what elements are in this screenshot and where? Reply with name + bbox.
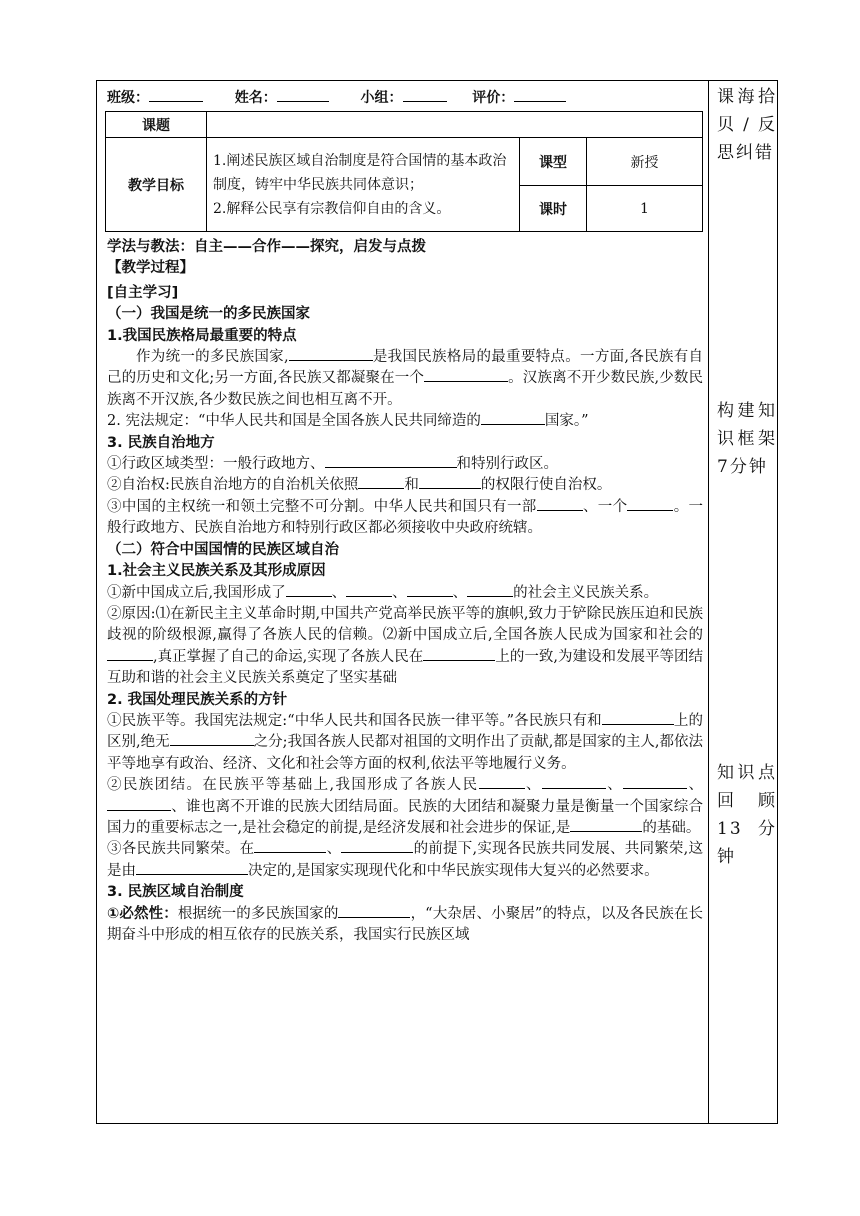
- p4-b: 的社会主义民族关系。: [513, 584, 659, 601]
- blank-9[interactable]: [286, 584, 332, 597]
- blank-21[interactable]: [570, 819, 642, 832]
- blank-14[interactable]: [423, 648, 495, 661]
- paragraph-2: [107, 411, 703, 432]
- blank-4[interactable]: [325, 455, 457, 468]
- side-framework: 构建知识框架7分钟: [717, 401, 777, 477]
- p3-2a: ②自治权:民族自治地方的自治机关依照: [107, 477, 359, 494]
- blank-25[interactable]: [338, 905, 410, 918]
- section-2-2-heading: 2. 我国处理民族关系的方针: [107, 691, 288, 708]
- p9-label: ①必然性：: [107, 905, 178, 922]
- blank-10[interactable]: [346, 584, 392, 597]
- name-label: 姓名：: [234, 90, 277, 106]
- blank-20[interactable]: [107, 798, 171, 811]
- p9-b: ，“大杂居、小聚居”的特点，以及各民族在长期奋斗中形成的相互依存的民族关系，我国实行民族区域: [107, 905, 704, 943]
- topic-label: 课题: [106, 112, 207, 138]
- p7-a: ②民族团结。在民族平等基础上,我国形成了各族人民: [107, 777, 479, 794]
- section-1-1-heading: 1.我国民族格局最重要的特点: [107, 327, 297, 344]
- paragraph-5: [107, 604, 703, 690]
- p5-c: 上的一致,为建设和发展平等团结互助和谐的社会主义民族关系奠定了坚实基础: [107, 648, 704, 687]
- p2-b: 国家。”: [544, 413, 589, 430]
- blank-18[interactable]: [542, 776, 606, 789]
- section-1-3-heading: 3. 民族自治地方: [107, 434, 215, 451]
- p8-c: 的前提下,实现各民族共同发展、共同繁荣,这是由: [107, 841, 704, 879]
- blank-11[interactable]: [407, 584, 453, 597]
- section-2-1-heading: 1.社会主义民族关系及其形成原因: [107, 563, 326, 580]
- p7-c: 的基础。: [642, 819, 701, 836]
- paragraph-9: [107, 904, 703, 947]
- p3-1a: ①行政区域类型：一般行政地方、: [107, 456, 325, 473]
- p6-c: 上的区别,绝无: [107, 712, 703, 751]
- objective-2: 2.解释公民享有宗教信仰自由的含义。: [213, 200, 451, 217]
- p5-b: ,真正掌握了自己的命运,实现了各族人民在: [153, 648, 424, 665]
- p6-d: 之分;我国各族人民都对祖国的文明作出了贡献,都是国家的主人,都依法平等地享有政治、经济、文化和社会等方面的权利,依法平等地履行义务。: [107, 734, 704, 772]
- p3-2c: 的权限行使自治权。: [480, 477, 612, 494]
- hours-label: 课时: [520, 186, 587, 232]
- p1-b: 是我国民族格局的最重要特点。一方面,各民族有自己的历史和文化;另一方面,各民族又都凝聚在一个: [107, 349, 704, 387]
- method-line: 学法与教法：自主——合作——探究，启发与点拨: [107, 239, 426, 255]
- paragraph-6: [107, 711, 703, 775]
- paragraph-7: ②民族团结。在民族平等基础上,我国形成了各族人民 、 、 、、谁也离不开谁的民族大团结局面。民族的大团结和凝聚力量是衡量一个国家综合国力的重要标志之一,是社会稳定的前提,是经济发展和社会进步的保证,是 的基础。: [107, 777, 704, 836]
- main-column: [97, 81, 709, 1123]
- lesson-info-table: [105, 111, 703, 232]
- p9-a: 根据统一的多民族国家的: [177, 905, 339, 922]
- section-1-heading: （一）我国是统一的多民族国家: [107, 306, 310, 323]
- paragraph-8: [107, 839, 703, 882]
- type-label: 课型: [520, 138, 587, 186]
- blank-19[interactable]: [623, 776, 687, 789]
- blank-24[interactable]: [136, 862, 248, 875]
- p1-a: 作为统一的多民族国家,: [136, 349, 289, 366]
- blank-8[interactable]: [627, 498, 673, 511]
- side-review: 知识点回顾13分钟: [717, 763, 777, 867]
- paragraph-4: ①新中国成立后,我国形成了 、 、 、 的社会主义民族关系。: [107, 584, 659, 601]
- eval-blank[interactable]: [514, 87, 566, 102]
- objective-1: 1.阐述民族区域自治制度是符合国情的基本政治制度，铸牢中华民族共同体意识；: [213, 152, 507, 193]
- blank-15[interactable]: [602, 712, 674, 725]
- p3-2b: 和: [404, 477, 419, 494]
- topic-value[interactable]: [207, 112, 703, 138]
- class-label: 班级：: [107, 90, 149, 106]
- p3-3a: ③中国的主权统一和领土完整不可分割。中华人民共和国只有一部: [107, 498, 537, 515]
- blank-23[interactable]: [341, 840, 413, 853]
- p2-a: 2. 宪法规定：“中华人民共和国是全国各族人民共同缔造的: [107, 413, 481, 430]
- type-value: 新授: [587, 138, 703, 186]
- blank-3[interactable]: [481, 412, 545, 425]
- group-label: 小组：: [360, 90, 403, 106]
- p6-a: ①民族平等。我国宪法规定:“中华人民共和国各民族一律平等。”各民族只有: [107, 712, 588, 729]
- objective-cell: [207, 138, 520, 232]
- p8-d: 决定的,是国家实现现代化和中华民族实现伟大复兴的必然要求。: [248, 862, 659, 879]
- worksheet-frame: [96, 80, 778, 1124]
- p8-a: ③各民族共同繁荣。在: [107, 841, 255, 858]
- blank-1[interactable]: [289, 348, 373, 361]
- blank-5[interactable]: [358, 476, 404, 489]
- blank-16[interactable]: [170, 733, 254, 746]
- blank-13[interactable]: [107, 648, 153, 661]
- paragraph-3-2: [107, 475, 703, 496]
- paragraph-3-1: [107, 454, 703, 475]
- paragraph-3-3: [107, 497, 703, 540]
- blank-2[interactable]: [424, 369, 508, 382]
- p6-b: 和: [587, 712, 602, 729]
- blank-7[interactable]: [537, 498, 583, 511]
- p3-3c: 。一般行政地方、民族自治地方和特别行政区都必须接收中央政府统辖。: [107, 498, 704, 537]
- class-blank[interactable]: [149, 87, 203, 102]
- p5-a: ②原因:⑴在新民主主义革命时期,中国共产党高举民族平等的旗帜,致力于铲除民族压迫和民族歧视的阶级根源,赢得了各族人民的信赖。⑵新中国成立后,全国各族人民成为国家和社会的: [107, 605, 703, 644]
- side-reflection: 课海拾贝/反思纠错: [717, 87, 777, 163]
- lesson-body: [107, 237, 703, 946]
- blank-17[interactable]: [479, 776, 525, 789]
- objective-label: 教学目标: [106, 138, 207, 232]
- process-heading: 【教学过程】: [107, 260, 194, 277]
- p8-b: 、: [326, 841, 342, 858]
- side-column: [709, 81, 777, 1123]
- name-blank[interactable]: [277, 87, 329, 102]
- section-2-3-heading: 3. 民族区域自治制度: [107, 884, 244, 901]
- blank-6[interactable]: [419, 476, 481, 489]
- p1-c: 。汉族离不开少数民族,少数民族离不开汉族,各少数民族之间也相互离不开。: [107, 370, 704, 408]
- paragraph-1: [107, 347, 703, 411]
- self-study-heading: [自主学习]: [107, 284, 179, 301]
- blank-12[interactable]: [467, 584, 513, 597]
- group-blank[interactable]: [403, 87, 447, 102]
- p3-3b: 、一个: [582, 498, 628, 515]
- hours-value: 1: [587, 186, 703, 232]
- header-row: [107, 87, 566, 107]
- section-2-heading: （二）符合中国国情的民族区域自治: [107, 541, 339, 558]
- eval-label: 评价：: [472, 90, 515, 106]
- p3-1b: 和特别行政区。: [456, 456, 558, 473]
- p7-b: 、谁也离不开谁的民族大团结局面。民族的大团结和凝聚力量是衡量一个国家综合国力的重要标志之一,是社会稳定的前提,是经济发展和社会进步的保证,是: [107, 798, 703, 836]
- p4-a: ①新中国成立后,我国形成了: [107, 584, 286, 601]
- blank-22[interactable]: [254, 840, 326, 853]
